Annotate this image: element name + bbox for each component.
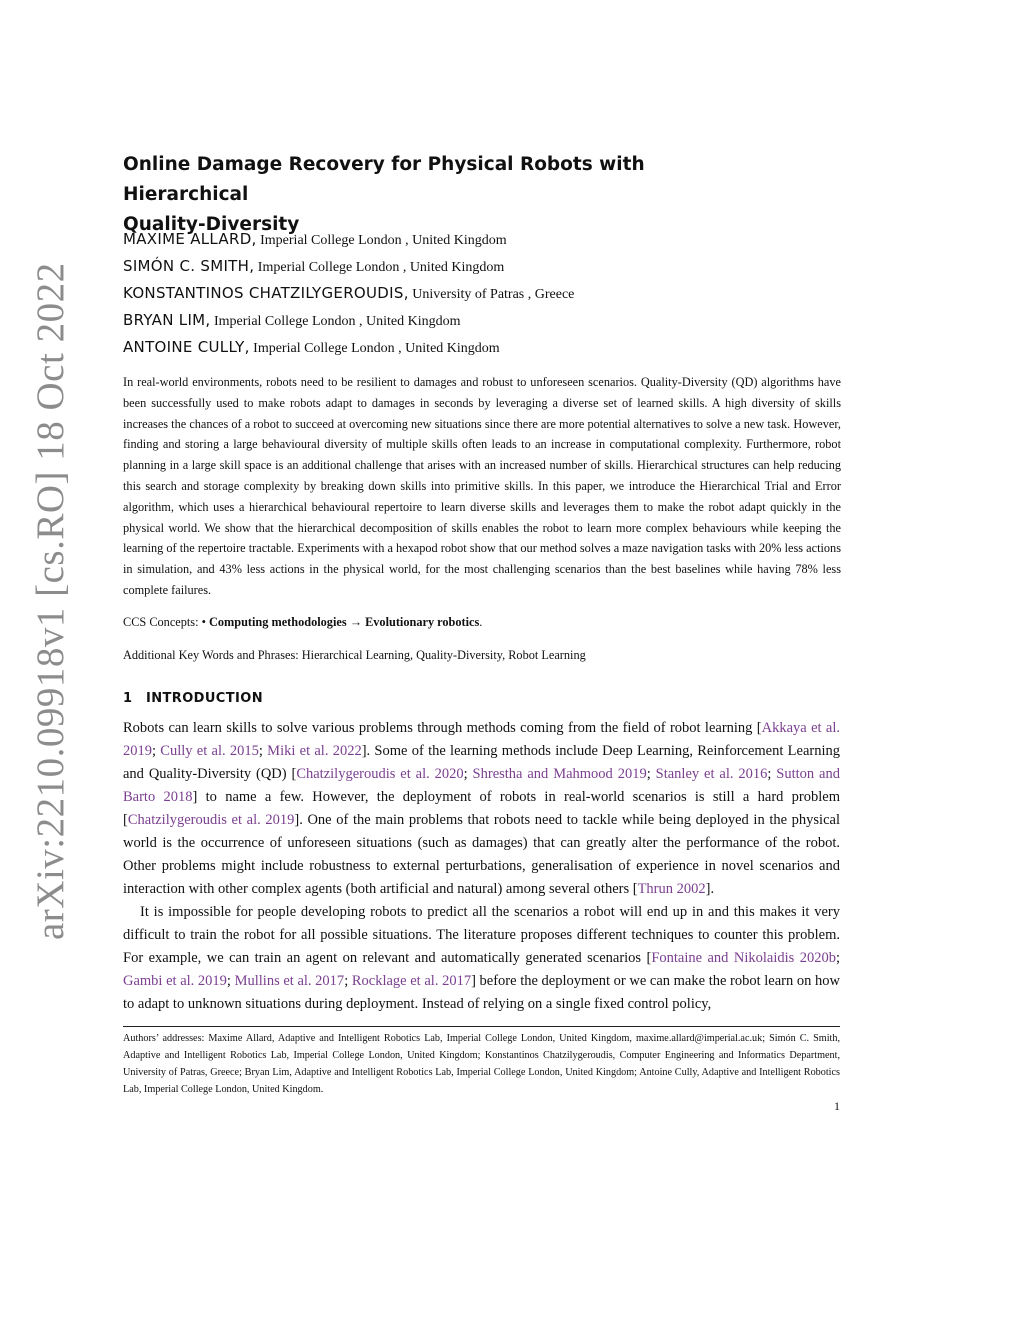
citation-link[interactable]: Mullins et al. 2017 xyxy=(234,973,345,989)
separator: ; xyxy=(835,950,840,966)
citation-link[interactable]: Shrestha and Mahmood 2019 xyxy=(472,766,647,782)
introduction-body xyxy=(123,717,840,1016)
ccs-concept: Computing methodologies xyxy=(208,615,347,629)
author-name: BRYAN LIM, xyxy=(123,311,211,329)
ccs-end: . xyxy=(479,615,483,629)
paragraph xyxy=(123,717,840,901)
separator: ; xyxy=(152,743,161,759)
citation-link[interactable]: Gambi et al. 2019 xyxy=(123,973,227,989)
authors-addresses-footnote: Authors’ addresses: Maxime Allard, Adaptive and Intelligent Robotics Lab, Imperial College London, United Kingdom, maxime.allard@imperial.ac.uk; Simón C. Smith, Adaptive and Intelligent Robotics Lab, Imperial College London, United Kingdom; Konstantinos Chatzilygeroudis, Computer Engineering and Informatics Department, University of Patras, Greece; Bryan Lim, Adaptive and Intelligent Robotics Lab, Imperial College London, United Kingdom; Antoine Cully, Adaptive and Intelligent Robotics Lab, Imperial College London, United Kingdom. xyxy=(123,1033,840,1095)
section-number: 1 xyxy=(123,691,133,706)
keywords: Additional Key Words and Phrases: Hierarchical Learning, Quality-Diversity, Robot Learning xyxy=(123,648,586,662)
separator: ; xyxy=(646,766,656,782)
text: ]. One of the main problems that robots need to tackle while being deployed in the physical world is the occurrence of unforeseen situations (such as damages) that can greatly alter the performance of the robot. Other problems might include robustness to external perturbations, generalisation of experience in novel scenarios and interaction with other complex agents (both artificial and natural) among several others [ xyxy=(123,812,840,897)
citation-link[interactable]: Thrun 2002 xyxy=(637,881,706,897)
text: ]. xyxy=(705,881,715,897)
author-name: KONSTANTINOS CHATZILYGEROUDIS, xyxy=(123,284,409,302)
author-affiliation: Imperial College London , United Kingdom xyxy=(256,233,507,248)
author-entry xyxy=(123,334,574,361)
citation-link[interactable]: Rocklage et al. 2017 xyxy=(351,973,472,989)
section-title: INTRODUCTION xyxy=(146,691,263,706)
section-heading-introduction xyxy=(123,689,263,709)
separator: ; xyxy=(463,766,473,782)
author-name: MAXIME ALLARD, xyxy=(123,230,257,248)
author-list xyxy=(123,226,574,361)
citation-link[interactable]: Cully et al. 2015 xyxy=(160,743,259,759)
author-entry xyxy=(123,280,574,307)
ccs-label: CCS Concepts: • xyxy=(123,615,209,629)
text: It is impossible for people developing robots to predict all the scenarios a robot will end up in and this makes it very difficult to train the robot for all possible situations. The literature proposes different techniques to counter this problem. For example, we can train an agent on relevant and automatically generated scenarios [ xyxy=(123,904,840,966)
citation-link[interactable]: Stanley et al. 2016 xyxy=(655,766,768,782)
text: Robots can learn skills to solve various problems through methods coming from the field of robot learning [ xyxy=(123,720,762,736)
abstract: In real-world environments, robots need to be resilient to damages and robust to unforeseen scenarios. Quality-Diversity (QD) algorithms have been successfully used to make robots adapt to damages in seconds by leveraging a diverse set of learned skills. A high diversity of skills increases the chances of a robot to succeed at overcoming new situations since there are more potential alternatives to solve a new task. However, finding and storing a large behavioural diversity of multiple skills often leads to an increase in computational complexity. Furthermore, robot planning in a large skill space is an additional challenge that arises with an increased number of skills. Hierarchical structures can help reducing this search and storage complexity by breaking down skills into primitive skills. In this paper, we introduce the Hierarchical Trial and Error algorithm, which uses a hierarchical behavioural repertoire to learn diverse skills and leverages them to make the robot adapt quickly in the physical world. We show that the hierarchical decomposition of skills enables the robot to learn more complex behaviours while keeping the learning of the repertoire tractable. Experiments with a hexapod robot show that our method solves a maze navigation tasks with 20% less actions in simulation, and 43% less actions in the physical world, for the most challenging scenarios than the best baselines while having 78% less complete failures. xyxy=(123,375,841,597)
author-name: SIMÓN C. SMITH, xyxy=(123,257,255,275)
text: ]. Some of the learning methods include Deep Learning, Reinforcement Learning and Quality-Diversity (QD) [ xyxy=(123,743,840,782)
text: ] to name a few. However, the deployment of robots in real-world scenarios is still a hard problem [ xyxy=(123,789,841,828)
page-number: 1 xyxy=(834,1099,840,1113)
text: ] before the deployment or we can make the robot learn on how to adapt to unknown situations during deployment. Instead of relying on a single fixed control policy, xyxy=(123,973,841,1012)
citation-link[interactable]: Miki et al. 2022 xyxy=(267,743,362,759)
author-affiliation: Imperial College London , United Kingdom xyxy=(254,260,505,275)
separator: ; xyxy=(767,766,777,782)
author-entry xyxy=(123,307,574,334)
separator: ; xyxy=(226,973,235,989)
ccs-concepts xyxy=(123,612,841,632)
author-affiliation: Imperial College London , United Kingdom xyxy=(249,341,500,356)
citation-link[interactable]: Chatzilygeroudis et al. 2019 xyxy=(127,812,295,828)
ccs-arrow: → xyxy=(346,615,366,629)
paragraph xyxy=(123,901,840,1016)
citation-link[interactable]: Chatzilygeroudis et al. 2020 xyxy=(296,766,464,782)
footnote-divider xyxy=(123,1026,840,1027)
ccs-subconcept: Evolutionary robotics xyxy=(365,615,480,629)
separator: ; xyxy=(258,743,268,759)
citation-link[interactable]: Akkaya et al. 2019 xyxy=(123,720,840,759)
separator: ; xyxy=(344,973,352,989)
author-affiliation: Imperial College London , United Kingdom xyxy=(210,314,461,329)
citation-link[interactable]: Fontaine and Nikolaidis 2020b xyxy=(651,950,836,966)
author-affiliation: University of Patras , Greece xyxy=(408,287,575,302)
author-entry xyxy=(123,226,574,253)
title-line-1: Online Damage Recovery for Physical Robots with Hierarchical xyxy=(123,154,645,205)
author-entry xyxy=(123,253,574,280)
author-name: ANTOINE CULLY, xyxy=(123,338,250,356)
arxiv-identifier-stamp[interactable]: arXiv:2210.09918v1 [cs.RO] 18 Oct 2022 xyxy=(29,262,72,940)
title-line-2: Quality-Diversity xyxy=(123,214,300,235)
citation-link[interactable]: Sutton and Barto 2018 xyxy=(123,766,840,805)
